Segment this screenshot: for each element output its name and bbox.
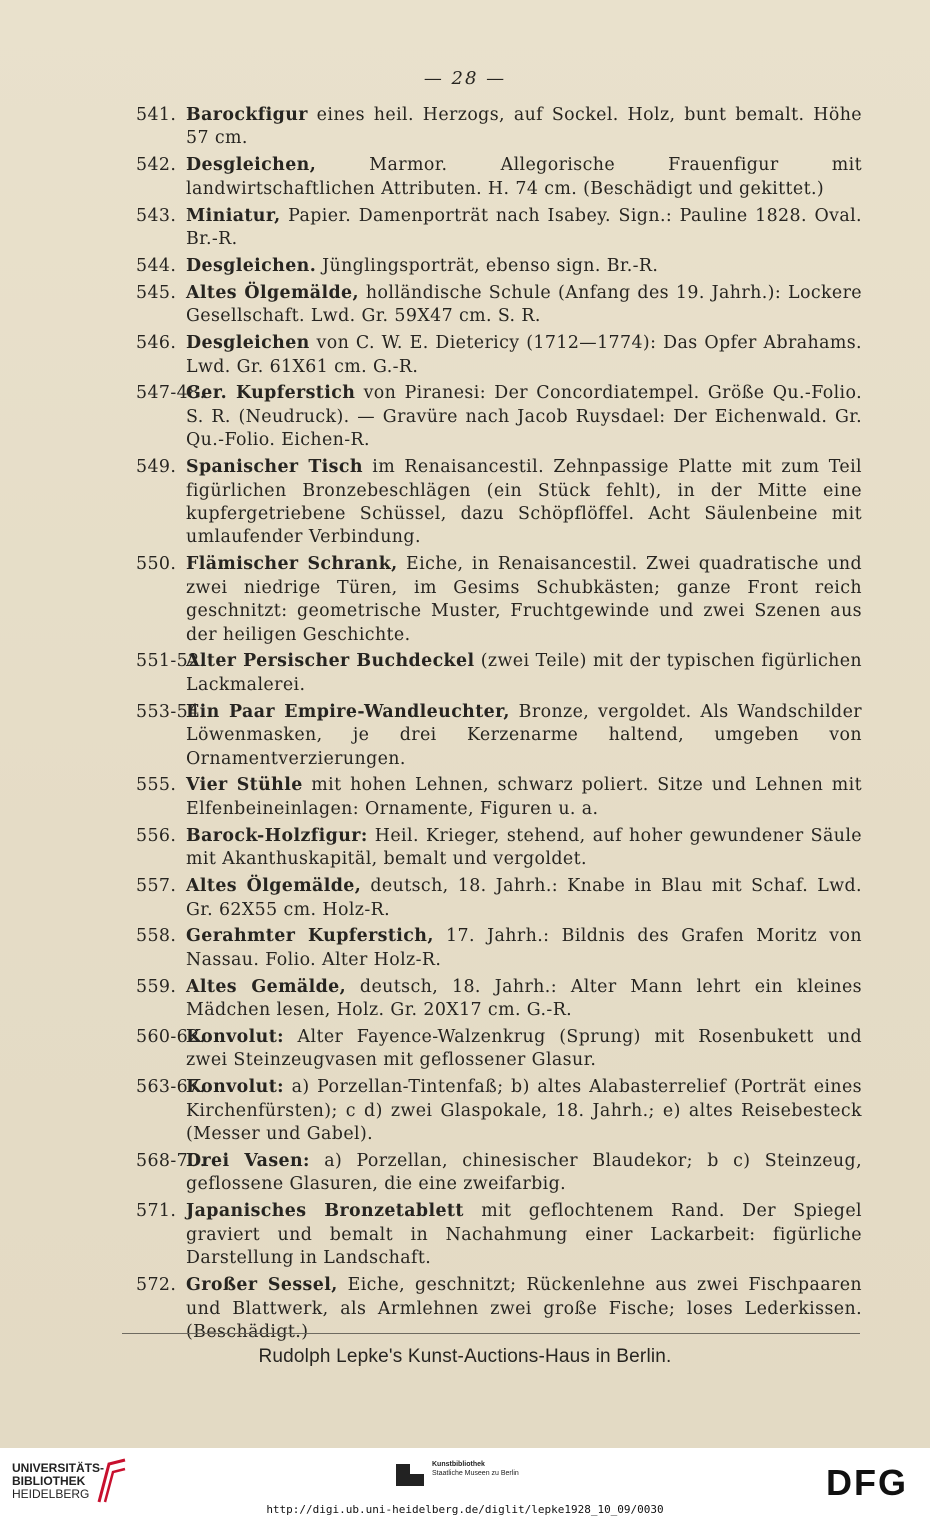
catalog-entry xyxy=(136,282,862,329)
entry-number: 544. xyxy=(136,255,177,276)
heidelberg-mark-icon xyxy=(93,1458,129,1504)
catalog-entry xyxy=(136,976,862,1023)
entry-number: 549. xyxy=(136,457,177,478)
entry-text: deutsch, 18. Jahrh.: Alter Mann lehrt ein kleines Mädchen lesen, Holz. Gr. 20X17 cm. G.-R. xyxy=(186,976,862,1021)
entry-text: von Piranesi: Der Concordiatempel. Größe Qu.-Folio. S. R. (Neudruck). — Gravüre nach Jacob Ruysdael: Der Eichenwald. Gr. Qu.-Folio. Eichen-R. xyxy=(186,383,862,451)
entry-number: 563-67. xyxy=(136,1077,206,1098)
catalog-entry xyxy=(136,1150,862,1197)
entry-number: 550. xyxy=(136,554,177,575)
uni-line1: UNIVERSITÄTS- xyxy=(12,1461,105,1475)
entry-title: Konvolut: xyxy=(186,1027,284,1048)
catalog-entry xyxy=(136,1026,862,1073)
entry-text: Eiche, geschnitzt; Rückenlehne aus zwei Fischpaaren und Blattwerk, als Armlehnen zwei große Fische; loses Lederkissen. (Beschädigt.) xyxy=(186,1275,862,1342)
entry-title: Flämischer Schrank, xyxy=(186,554,398,575)
entry-title: Altes Ölgemälde, xyxy=(186,282,359,303)
entry-text: im Renaisancestil. Zehnpassige Platte mit zum Teil figürlichen Bronzebeschlägen (ein Stück fehlt), in der Mitte eine kupfergetriebene Schüssel, dazu Schöpflöffel. Acht Säulenbeine mit umlaufender Verbindung. xyxy=(186,457,863,548)
entry-title: Japanisches Bronzetablett xyxy=(186,1201,464,1222)
entry-title: Drei Vasen: xyxy=(186,1151,310,1172)
publisher-footer: Rudolph Lepke's Kunst-Auctions-Haus in Berlin. xyxy=(258,1346,672,1367)
catalog-entry xyxy=(136,701,862,771)
catalog-entry xyxy=(136,774,862,821)
entry-title: Desgleichen xyxy=(186,333,310,354)
catalog-entry xyxy=(136,650,862,697)
entry-number: 546. xyxy=(136,333,177,354)
entry-number: 568-70. xyxy=(136,1151,206,1172)
catalog-entry xyxy=(136,456,862,550)
entry-title: Alter Persischer Buchdeckel xyxy=(186,651,475,672)
entry-text: Marmor. Allegorische Frauenfigur mit landwirtschaftlichen Attributen. H. 74 cm. (Beschädigt und gekittet.) xyxy=(186,155,862,199)
dfg-logo[interactable]: DFG xyxy=(826,1462,908,1503)
entry-title: Altes Gemälde, xyxy=(186,976,347,997)
catalog-entry xyxy=(136,382,862,452)
catalog-entry xyxy=(136,1076,862,1146)
entry-text: Heil. Krieger, stehend, auf hoher gewundener Säule mit Akanthuskapitäl, bemalt und vergoldet. xyxy=(186,825,862,870)
entry-number: 558. xyxy=(136,926,177,947)
entry-title: Altes Ölgemälde, xyxy=(186,876,362,897)
catalog-entry xyxy=(136,104,862,151)
uni-line3: HEIDELBERG xyxy=(12,1487,90,1501)
permalink-url[interactable]: http://digi.ub.uni-heidelberg.de/diglit/lepke1928_10_09/0030 xyxy=(266,1503,664,1516)
catalog-entry xyxy=(136,925,862,972)
entry-title: Vier Stühle xyxy=(186,775,303,796)
entry-title: Barock-Holzfigur: xyxy=(186,825,368,846)
entry-title: Großer Sessel, xyxy=(186,1275,338,1296)
entry-text: mit hohen Lehnen, schwarz poliert. Sitze und Lehnen mit Elfenbeineinlagen: Ornamente, Figuren u. a. xyxy=(186,775,863,819)
entry-number: 545. xyxy=(136,282,177,303)
university-library-logo[interactable] xyxy=(12,1462,104,1501)
entry-number: 542. xyxy=(136,155,177,176)
entry-text: von C. W. E. Dietericy (1712—1774): Das Opfer Abrahams. Lwd. Gr. 61X61 cm. G.-R. xyxy=(186,333,862,377)
entry-number: 547-48. xyxy=(136,383,206,404)
entry-title: Gerahmter Kupferstich, xyxy=(186,926,434,947)
entry-title: Spanischer Tisch xyxy=(186,457,363,478)
entry-text: Papier. Damenporträt nach Isabey. Sign.: Pauline 1828. Oval. Br.-R. xyxy=(186,205,862,250)
entry-text: Bronze, vergoldet. Als Wandschilder Löwenmasken, je drei Kerzenarme haltend, umgeben von Ornamentverzierungen. xyxy=(186,701,862,769)
entry-title: Desgleichen, xyxy=(186,155,317,176)
entry-number: 551-52. xyxy=(136,651,206,672)
kb-name: Kunstbibliothek xyxy=(432,1461,485,1468)
entry-title: Miniatur, xyxy=(186,205,281,226)
entry-text: holländische Schule (Anfang des 19. Jahrh.): Lockere Gesellschaft. Lwd. Gr. 59X47 cm. S. R. xyxy=(186,282,862,327)
entry-text: (zwei Teile) mit der typischen figürlichen Lackmalerei. xyxy=(186,651,862,695)
entry-title: Konvolut: xyxy=(186,1077,284,1098)
entry-number: 556. xyxy=(136,825,177,846)
footer-divider xyxy=(122,1333,860,1334)
entry-number: 571. xyxy=(136,1201,177,1222)
catalog-entry xyxy=(136,825,862,872)
entry-text: a) Porzellan-Tintenfaß; b) altes Alabasterrelief (Porträt eines Kirchenfürsten); c d) zwei Glaspokale, 18. Jahrh.; e) altes Reisebesteck (Messer und Gabel). xyxy=(186,1077,862,1145)
entry-text: mit geflochtenem Rand. Der Spiegel graviert und bemalt in Nachahmung einer Lackarbeit: figürliche Darstellung in Landschaft. xyxy=(186,1201,862,1269)
entry-text: eines heil. Herzogs, auf Sockel. Holz, bunt bemalt. Höhe 57 cm. xyxy=(186,105,862,149)
entry-number: 541. xyxy=(136,105,177,125)
digitization-bar xyxy=(0,1448,930,1517)
page-number: — 28 — xyxy=(423,68,507,89)
entry-text: Eiche, in Renaisancestil. Zwei quadratische und zwei niedrige Türen, im Gesims Schubkästen; ganze Front reich geschnitzt: geometrische Muster, Fruchtgewinde und zwei Szenen aus der heiligen Geschichte. xyxy=(186,554,862,645)
entry-number: 559. xyxy=(136,976,177,997)
catalog-entry xyxy=(136,154,862,201)
entry-number: 555. xyxy=(136,775,177,796)
catalog-entries xyxy=(136,104,862,1348)
entry-text: Jünglingsporträt, ebenso sign. Br.-R. xyxy=(316,255,659,276)
kunstbibliothek-icon xyxy=(396,1464,424,1486)
entry-number: 560-62. xyxy=(136,1027,206,1048)
entry-title: Ein Paar Empire-Wandleuchter, xyxy=(186,701,510,722)
entry-text: Alter Fayence-Walzenkrug (Sprung) mit Rosenbukett und zwei Steinzeugvasen mit geflossener Glasur. xyxy=(186,1027,862,1071)
entry-text: a) Porzellan, chinesischer Blaudekor; b c) Steinzeug, geflossene Glasuren, die eine zweifarbig. xyxy=(186,1151,862,1195)
entry-text: deutsch, 18. Jahrh.: Knabe in Blau mit Schaf. Lwd. Gr. 62X55 cm. Holz-R. xyxy=(186,876,862,920)
entry-number: 543. xyxy=(136,205,177,226)
catalog-entry xyxy=(136,332,862,379)
kb-sub: Staatliche Museen zu Berlin xyxy=(432,1470,519,1477)
catalog-entry xyxy=(136,255,862,278)
entry-number: 553-54. xyxy=(136,701,206,722)
catalog-entry xyxy=(136,205,862,252)
uni-line2: BIBLIOTHEK xyxy=(12,1474,86,1488)
entry-text: 17. Jahrh.: Bildnis des Grafen Moritz von Nassau. Folio. Alter Holz-R. xyxy=(186,926,863,970)
entry-number: 572. xyxy=(136,1275,177,1296)
entry-number: 557. xyxy=(136,876,177,897)
catalog-entry xyxy=(136,875,862,922)
catalog-entry xyxy=(136,553,862,647)
entry-title: Barockfigur xyxy=(186,105,308,125)
catalog-entry xyxy=(136,1200,862,1270)
entry-title: Ger. Kupferstich xyxy=(186,383,356,404)
entry-title: Desgleichen. xyxy=(186,255,317,276)
